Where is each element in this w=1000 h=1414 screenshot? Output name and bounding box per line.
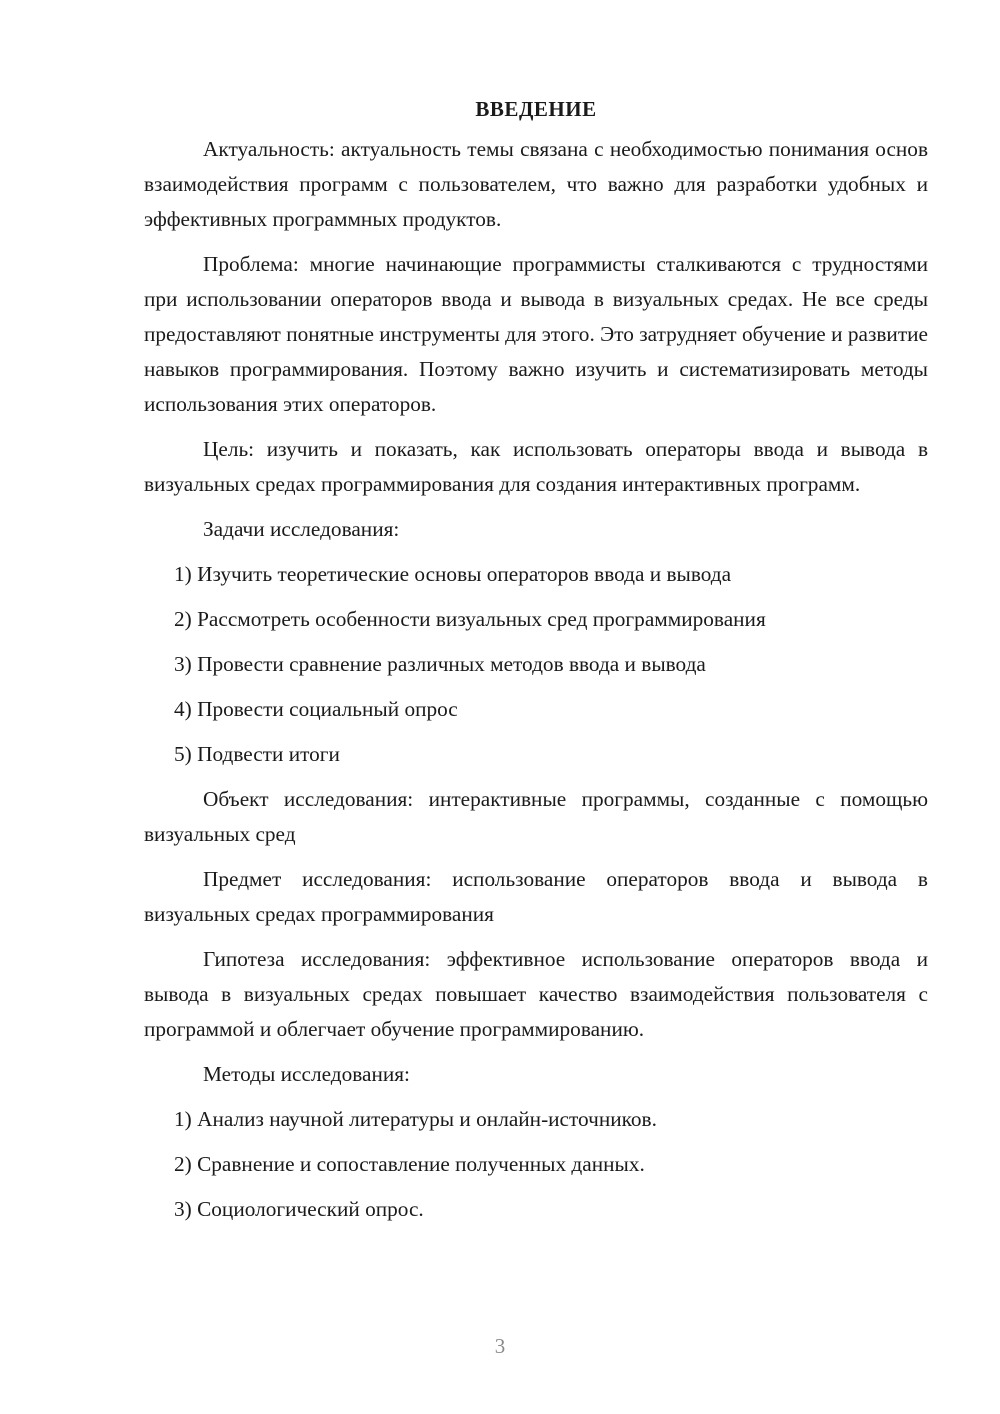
- method-item: 3) Социологический опрос.: [174, 1197, 424, 1221]
- section-title: ВВЕДЕНИЕ: [475, 97, 597, 121]
- method-item: 1) Анализ научной литературы и онлайн-источников.: [174, 1107, 657, 1131]
- task-item: 2) Рассмотреть особенности визуальных сред программирования: [174, 607, 766, 631]
- task-item: 1) Изучить теоретические основы операторов ввода и вывода: [174, 562, 732, 586]
- task-item: 3) Провести сравнение различных методов ввода и вывода: [174, 652, 706, 676]
- object-paragraph: Объект исследования: интерактивные программы, созданные с помощью визуальных сред: [144, 787, 928, 846]
- relevance-paragraph: Актуальность: актуальность темы связана с необходимостью понимания основ взаимодействия программ с пользователем, что важно для разработки удобных и эффективных программных продуктов.: [144, 137, 928, 231]
- goal-paragraph: Цель: изучить и показать, как использовать операторы ввода и вывода в визуальных средах программирования для создания интерактивных программ.: [144, 437, 928, 496]
- methods-heading: Методы исследования:: [203, 1062, 410, 1086]
- problem-paragraph: Проблема: многие начинающие программисты сталкиваются с трудностями при использовании операторов ввода и вывода в визуальных средах. Не все среды предоставляют понятные инструменты для этого. Это затрудняет обучение и развитие навыков программирования. Поэтому важно изучить и систематизировать методы использования этих операторов.: [144, 252, 928, 416]
- methods-list: [144, 1102, 928, 1227]
- tasks-list: [144, 557, 928, 772]
- task-item: 5) Подвести итоги: [174, 742, 340, 766]
- task-item: 4) Провести социальный опрос: [174, 697, 458, 721]
- tasks-heading: Задачи исследования:: [203, 517, 400, 541]
- subject-paragraph: Предмет исследования: использование операторов ввода и вывода в визуальных средах программирования: [144, 867, 928, 926]
- hypothesis-paragraph: Гипотеза исследования: эффективное использование операторов ввода и вывода в визуальных средах повышает качество взаимодействия пользователя с программой и облегчает обучение программированию.: [144, 947, 928, 1041]
- page-number: 3: [494, 1334, 506, 1358]
- method-item: 2) Сравнение и сопоставление полученных данных.: [174, 1152, 645, 1176]
- document-page: [144, 92, 928, 1237]
